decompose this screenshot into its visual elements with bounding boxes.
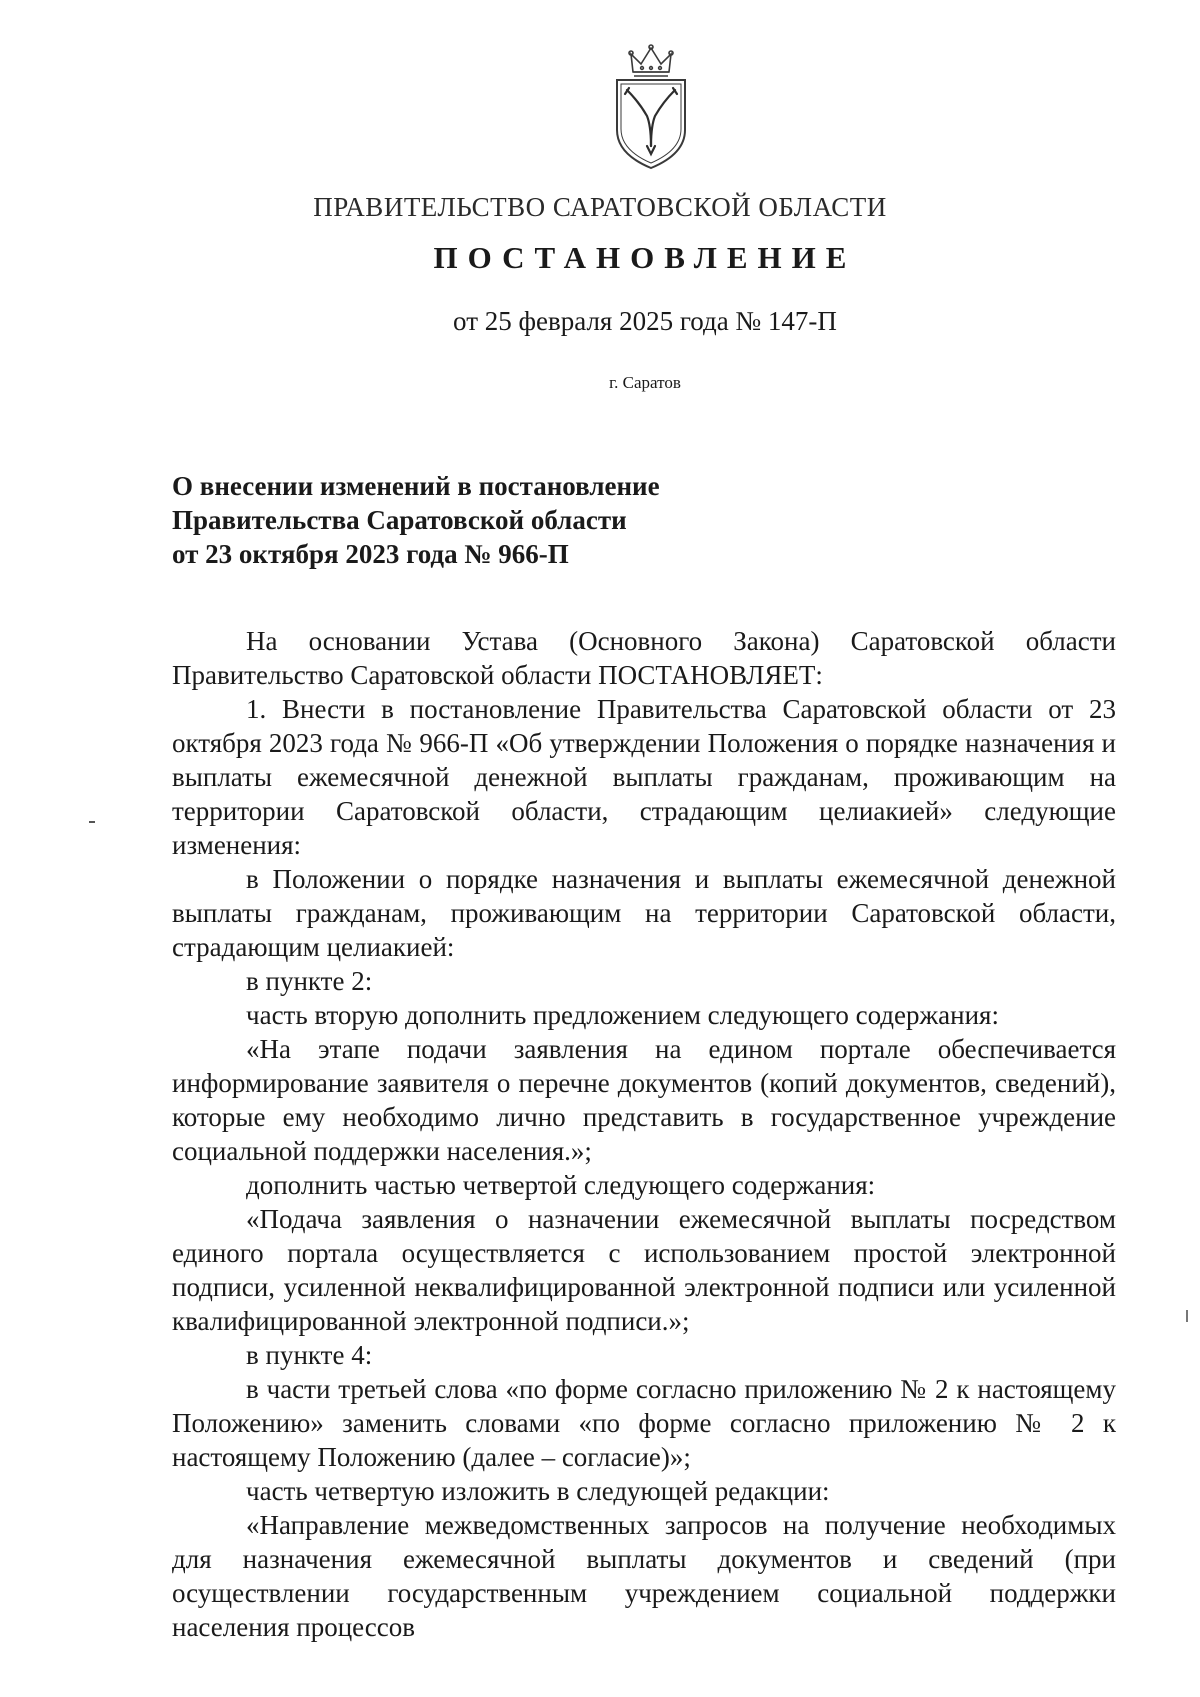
coat-of-arms-icon <box>609 42 693 172</box>
document-number: от 25 февраля 2025 года № 147-П <box>453 306 837 336</box>
body-paragraph: в пункте 2: <box>246 966 373 996</box>
scan-artifact <box>1186 1310 1188 1322</box>
document-body <box>172 624 1116 1644</box>
body-paragraph: «На этапе подачи заявления на едином портале обеспечивается информирование заявителя о перечне документов (копий документов, сведений), которые ему необходимо лично представить в государственное учреждение социальной поддержки населения.»; <box>172 1034 1116 1166</box>
body-paragraph: «Направление межведомственных запросов на получение необходимых для назначения ежемесячной выплаты документов и сведений (при осуществлении государственным учреждением социальной поддержки населения процессов <box>172 1510 1116 1642</box>
title-line: от 23 октября 2023 года № 966-П <box>172 539 569 569</box>
document-title <box>172 469 660 571</box>
government-name: ПРАВИТЕЛЬСТВО САРАТОВСКОЙ ОБЛАСТИ <box>313 192 887 222</box>
body-paragraph: в пункте 4: <box>246 1340 373 1370</box>
body-paragraph: 1. Внести в постановление Правительства Саратовской области от 23 октября 2023 года № 966-П «Об утверждении Положения о порядке назначения и выплаты ежемесячной денежной выплаты гражданам, проживающим на территории Саратовской области, страдающим целиакией» следующие изменения: <box>172 694 1116 860</box>
document-type: ПОСТАНОВЛЕНИЕ <box>433 240 857 275</box>
document-city: г. Саратов <box>609 373 681 392</box>
title-line: О внесении изменений в постановление <box>172 471 660 501</box>
body-paragraph: часть четвертую изложить в следующей редакции: <box>246 1476 830 1506</box>
title-line: Правительства Саратовской области <box>172 505 627 535</box>
body-paragraph: часть вторую дополнить предложением следующего содержания: <box>246 1000 999 1030</box>
body-paragraph: в части третьей слова «по форме согласно приложению № 2 к настоящему Положению» заменить словами «по форме согласно приложению № 2 к настоящему Положению (далее – согласие)»; <box>172 1374 1116 1472</box>
body-paragraph: «Подача заявления о назначении ежемесячной выплаты посредством единого портала осуществляется с использованием простой электронной подписи, усиленной неквалифицированной электронной подписи или усиленной квалифицированной электронной подписи.»; <box>172 1204 1116 1336</box>
body-paragraph: дополнить частью четвертой следующего содержания: <box>246 1170 876 1200</box>
body-paragraph: На основании Устава (Основного Закона) Саратовской области Правительство Саратовской области ПОСТАНОВЛЯЕТ: <box>172 626 1116 690</box>
body-paragraph: в Положении о порядке назначения и выплаты ежемесячной денежной выплаты гражданам, проживающим на территории Саратовской области, страдающим целиакией: <box>172 864 1116 962</box>
scan-artifact <box>89 821 95 823</box>
